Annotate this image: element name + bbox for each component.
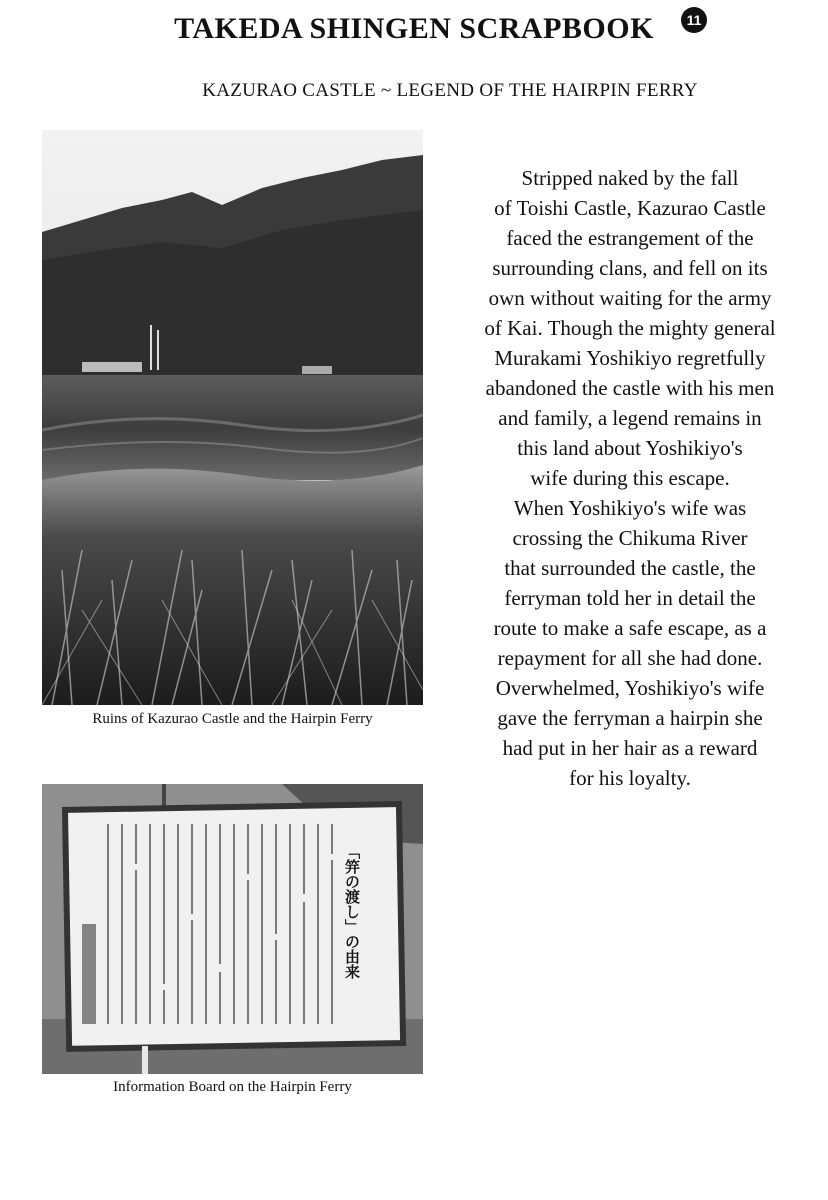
article-line: own without waiting for the army xyxy=(488,286,772,310)
article-line: Stripped naked by the fall xyxy=(521,166,739,190)
article-line: of Kai. Though the mighty general xyxy=(484,316,776,340)
article-line: When Yoshikiyo's wife was xyxy=(513,496,747,520)
castle-ruins-image xyxy=(42,130,423,705)
castle-ruins-photo xyxy=(42,130,423,705)
article-line: crossing the Chikuma River xyxy=(512,526,748,550)
article-line: had put in her hair as a reward xyxy=(502,736,758,760)
article-line: this land about Yoshikiyo's xyxy=(517,436,743,460)
article-line: repayment for all she had done. xyxy=(497,646,763,670)
article-line: surrounding clans, and fell on its xyxy=(492,256,768,280)
article-line: faced the estrangement of the xyxy=(506,226,754,250)
article-line: gave the ferryman a hairpin she xyxy=(497,706,763,730)
article-line: Overwhelmed, Yoshikiyo's wife xyxy=(495,676,765,700)
article-line: ferryman told her in detail the xyxy=(504,586,756,610)
article-line: wife during this escape. xyxy=(530,466,730,490)
photo-caption-board: Information Board on the Hairpin Ferry xyxy=(113,1079,352,1095)
page-title: TAKEDA SHINGEN SCRAPBOOK xyxy=(174,12,654,45)
article-body xyxy=(441,163,819,793)
page-subtitle: KAZURAO CASTLE ~ LEGEND OF THE HAIRPIN FERRY xyxy=(202,80,698,101)
page-number-badge: 11 xyxy=(681,7,707,33)
article-line: for his loyalty. xyxy=(569,766,691,790)
article-line: of Toishi Castle, Kazurao Castle xyxy=(494,196,766,220)
article-line: route to make a safe escape, as a xyxy=(493,616,767,640)
sign-heading: 「笄の渡し」の由来 xyxy=(343,844,361,979)
information-board-image xyxy=(42,784,423,1074)
article-line: Murakami Yoshikiyo regretfully xyxy=(494,346,766,370)
photo-caption-ruins: Ruins of Kazurao Castle and the Hairpin Ferry xyxy=(92,711,373,727)
information-board-photo xyxy=(42,784,423,1074)
article-line: abandoned the castle with his men xyxy=(485,376,775,400)
article-line: that surrounded the castle, the xyxy=(504,556,756,580)
article-line: and family, a legend remains in xyxy=(498,406,762,430)
